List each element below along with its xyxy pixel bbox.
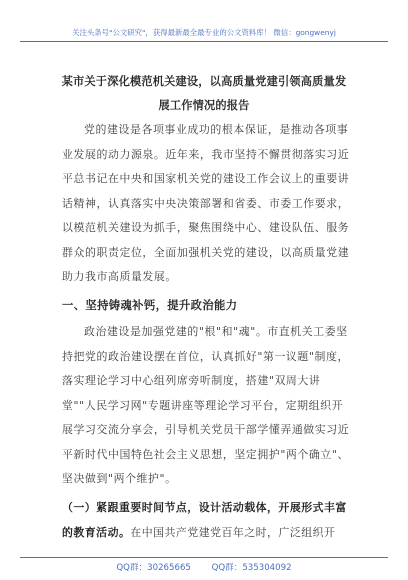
title-line-1: 某市关于深化模范机关建设，以高质量党建引领高质量发 xyxy=(61,74,347,88)
footer-qq-right: QQ群：535304092 xyxy=(211,563,292,573)
document-title xyxy=(30,69,378,117)
subsection-1-heading: （一）紧跟重要时间节点，设计活动载体，开展形式丰富的教育活动。 xyxy=(62,501,347,539)
section-1-heading: 一、坚持铸魂补钙，提升政治能力 xyxy=(62,298,238,312)
subsection-1 xyxy=(62,496,350,545)
section-1-paragraph xyxy=(62,320,350,492)
intro-paragraph-text: 党的建设是各项事业成功的根本保证，是推动各项事业发展的动力源泉。近年来，我市坚持不懈贯彻落实习近平总书记在中央和国家机关党的建设工作会议上的重要讲话精神，认真落实中央决策部署和省委、市委工作要求，以模范机关建设为抓手，聚焦围绕中心、建设队伍、服务群众的职责定位，全面加强机关党的建设，以高质量党建助力我市高质量发展。 xyxy=(62,123,350,283)
header-divider xyxy=(20,41,388,42)
title-line-2: 展工作情况的报告 xyxy=(158,98,250,112)
subsection-1-text: 在中国共产党建党百年之时，广泛组织开 xyxy=(130,525,336,539)
footer-divider xyxy=(20,557,388,558)
footer-qq-left: QQ群：30265665 xyxy=(116,563,191,573)
page-header-notice: 关注头条号"公文研究"，获得最新最全最专业的公文资料库！ 微信：gongwenyj xyxy=(72,28,336,37)
intro-paragraph xyxy=(62,118,350,290)
page-footer xyxy=(0,561,408,573)
section-1-paragraph-text: 政治建设是加强党建的"根"和"魂"。市直机关工委坚持把党的政治建设摆在首位，认真抓好"第一议题"制度，落实理论学习中心组列席旁听制度，搭建"双周大讲堂""人民学习网"专题讲座等理论学习平台，定期组织开展学习交流分享会，引导机关党员干部学懂弄通做实习近平新时代中国特色社会主义思想，坚定拥护"两个确立"、坚决做到"两个维护"。 xyxy=(62,325,350,485)
